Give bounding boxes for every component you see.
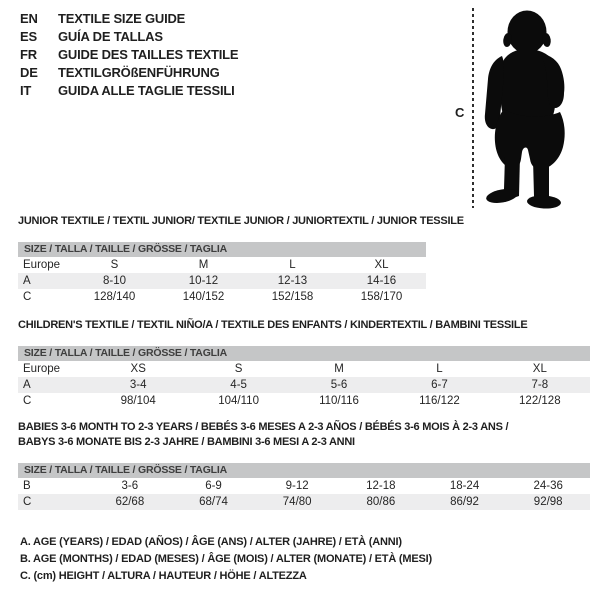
language-title: GUIDA ALLE TAGLIE TESSILI <box>58 83 235 98</box>
table-cell: XL <box>374 259 389 271</box>
footnote-line: B. AGE (MONTHS) / EDAD (MESES) / ÂGE (MOIS) / ALTER (MONATE) / ETÀ (MESI) <box>20 553 432 565</box>
row-label: C <box>23 496 32 508</box>
row-label: C <box>23 291 32 303</box>
table-cell: L <box>289 259 296 271</box>
footnote-line: C. (cm) HEIGHT / ALTURA / HAUTEUR / HÖHE / ALTEZZA <box>20 570 307 582</box>
language-title: TEXTILGRÖßENFÜHRUNG <box>58 65 220 80</box>
table-cell: 152/158 <box>271 291 314 303</box>
table-cell: 24-36 <box>533 480 563 492</box>
table-cell: 128/140 <box>93 291 136 303</box>
footnote-legend <box>20 534 432 585</box>
table-cell: 110/116 <box>319 395 359 407</box>
table-cell: L <box>436 363 443 375</box>
language-row <box>20 82 238 100</box>
table-cell: 5-6 <box>330 379 348 391</box>
language-code: EN <box>20 11 38 26</box>
language-title: TEXTILE SIZE GUIDE <box>58 11 186 26</box>
table-cell: 68/74 <box>199 496 228 508</box>
language-code: IT <box>20 83 32 98</box>
language-title-list <box>20 10 238 100</box>
table-cell: 80/86 <box>366 496 396 508</box>
table-cell: 14-16 <box>366 275 397 287</box>
table-cell: S <box>110 259 119 271</box>
table-row <box>18 478 590 494</box>
table-cell: 3-6 <box>121 480 139 492</box>
baby-silhouette-icon <box>478 6 573 212</box>
table-cell: 104/110 <box>218 395 259 407</box>
size-header-bar: SIZE / TALLA / TAILLE / GRÖSSE / TAGLIA <box>18 346 590 361</box>
children-textile-table <box>18 318 590 409</box>
table-cell: 92/98 <box>533 496 563 508</box>
table-cell: 98/104 <box>120 395 156 407</box>
table-cell: M <box>334 363 344 375</box>
table-cell: 12-13 <box>277 275 308 287</box>
height-measure-dashed-line <box>472 8 474 208</box>
language-row <box>20 28 238 46</box>
table-title: BABYS 3-6 MONATE BIS 2-3 JAHRE / BAMBINI 3-6 MESI A 2-3 ANNI <box>18 436 355 448</box>
table-row <box>18 273 426 289</box>
table-row <box>18 377 590 393</box>
table-row <box>18 361 590 377</box>
table-cell: XS <box>130 363 146 375</box>
row-label: C <box>23 395 32 407</box>
table-title-block <box>18 420 590 450</box>
language-code: ES <box>20 29 37 44</box>
language-code: FR <box>20 47 37 62</box>
table-cell: 4-5 <box>230 379 247 391</box>
row-label: A <box>23 379 31 391</box>
babies-textile-table <box>18 420 590 510</box>
row-label: Europe <box>23 259 61 271</box>
height-measure-label: C <box>455 105 465 120</box>
table-cell: 158/170 <box>360 291 403 303</box>
row-label: A <box>23 275 31 287</box>
table-cell: 86/92 <box>450 496 479 508</box>
table-cell: 18-24 <box>449 480 480 492</box>
junior-textile-table <box>18 214 464 305</box>
table-cell: 7-8 <box>531 379 549 391</box>
row-label: B <box>23 480 31 492</box>
table-cell: 122/128 <box>519 395 561 407</box>
table-cell: S <box>234 363 243 375</box>
size-header-bar: SIZE / TALLA / TAILLE / GRÖSSE / TAGLIA <box>18 242 426 257</box>
table-title-block <box>18 214 464 229</box>
table-cell: M <box>198 259 209 271</box>
language-title: GUIDE DES TAILLES TEXTILE <box>58 47 239 62</box>
size-header-bar: SIZE / TALLA / TAILLE / GRÖSSE / TAGLIA <box>18 463 590 478</box>
table-cell: 3-4 <box>129 379 147 391</box>
language-row <box>20 46 238 64</box>
language-row <box>20 10 238 28</box>
language-code: DE <box>20 65 38 80</box>
table-title: JUNIOR TEXTILE / TEXTIL JUNIOR/ TEXTILE JUNIOR / JUNIORTEXTIL / JUNIOR TESSILE <box>18 215 464 227</box>
table-cell: 6-7 <box>431 379 448 391</box>
table-cell: 10-12 <box>188 275 219 287</box>
table-row <box>18 494 590 510</box>
table-cell: 12-18 <box>366 480 396 492</box>
table-title-block <box>18 318 590 333</box>
table-title: BABIES 3-6 MONTH TO 2-3 YEARS / BEBÉS 3-6 MESES A 2-3 AÑOS / BÉBÉS 3-6 MOIS À 2-3 ANS / <box>18 421 509 433</box>
language-title: GUÍA DE TALLAS <box>58 29 163 44</box>
table-row <box>18 393 590 409</box>
footnote-line: A. AGE (YEARS) / EDAD (AÑOS) / ÂGE (ANS) / ALTER (JAHRE) / ETÀ (ANNI) <box>20 536 402 548</box>
table-cell: 116/122 <box>419 395 460 407</box>
table-cell: 74/80 <box>282 496 312 508</box>
table-title: CHILDREN'S TEXTILE / TEXTIL NIÑO/A / TEXTILE DES ENFANTS / KINDERTEXTIL / BAMBINI TESSILE <box>18 319 528 331</box>
table-row <box>18 289 426 305</box>
table-cell: XL <box>532 363 547 375</box>
table-cell: 8-10 <box>102 275 127 287</box>
language-row <box>20 64 238 82</box>
table-row <box>18 257 426 273</box>
table-cell: 140/152 <box>182 291 225 303</box>
row-label: Europe <box>23 363 61 375</box>
table-cell: 9-12 <box>285 480 309 492</box>
table-cell: 6-9 <box>205 480 222 492</box>
table-cell: 62/68 <box>115 496 145 508</box>
